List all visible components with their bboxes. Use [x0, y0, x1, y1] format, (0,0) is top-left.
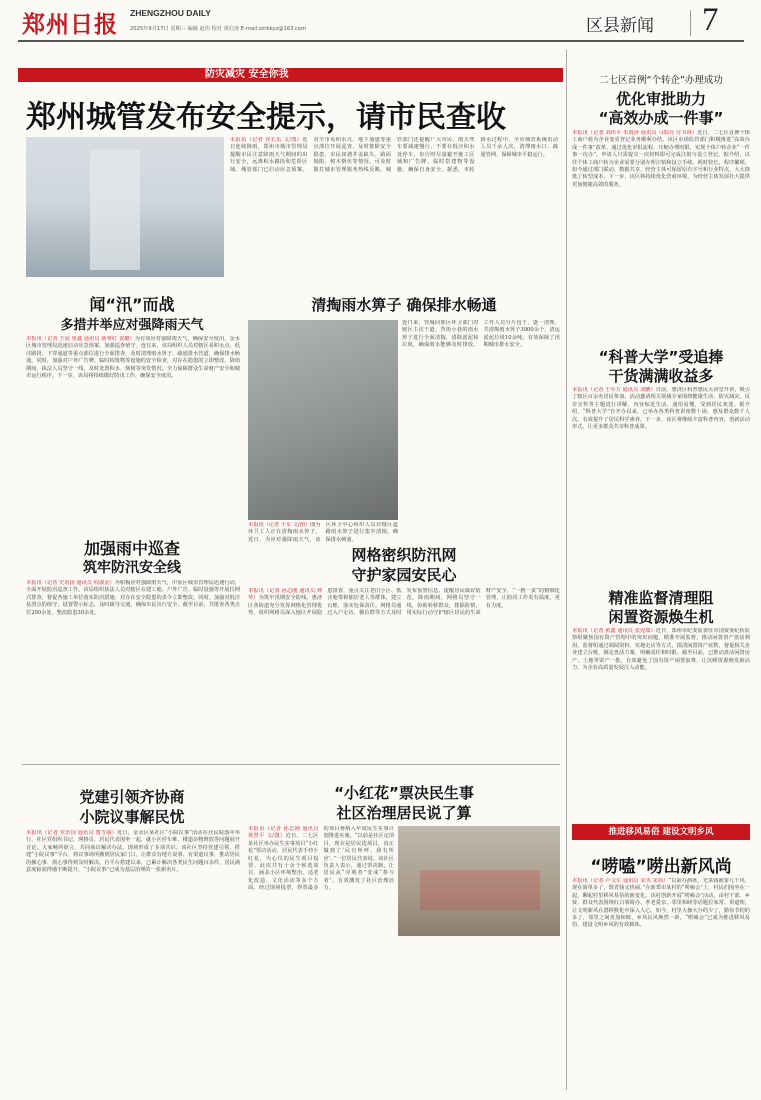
science-title-1: “科普大学”受追捧 — [598, 348, 724, 366]
grate-text: 连日来，管城回族区环卫部门对辖区主次干道、背街小巷的雨水箅子进行全面清掏，清除淤泥和垃圾，确保雨水能够及时排放。工作人员分片包干，逐一清理，共清掏雨水箅子3000余个，清运淤泥垃圾10余吨，有效保障了汛期城市排水安全。 — [402, 320, 560, 349]
supervise-title-2: 闲置资源焕生机 — [608, 608, 714, 626]
wind-title-1: 闻“汛”而战 — [89, 295, 175, 314]
patrol-title-2: 筑牢防汛安全线 — [83, 560, 181, 576]
lead-body — [230, 137, 558, 279]
ticket-title-2: 社区治理居民说了算 — [336, 804, 472, 822]
patrol-body — [26, 580, 240, 762]
party-body — [26, 830, 240, 1090]
right-top-title-2: “高效办成一件事” — [598, 109, 724, 127]
grid-title-1: 网格密织防汛网 — [351, 546, 457, 564]
page-divider — [690, 10, 691, 36]
lead-photo-detail — [90, 150, 140, 270]
wind-byline: 本报讯（记者 王展 鲁鑫 通讯员 薛翠红 袁璐） — [26, 336, 135, 342]
science-body — [572, 387, 750, 557]
grid-title-2: 守护家园安民心 — [351, 566, 457, 584]
lower-divider — [22, 764, 560, 765]
grate-body — [402, 320, 560, 530]
right-top-title-1: 优化审批助力 — [615, 90, 706, 108]
party-title-2: 小院议事解民忧 — [79, 808, 185, 826]
logo: 郑州日报 — [22, 11, 118, 38]
patrol-title-1: 加强雨中巡查 — [83, 539, 180, 558]
grid-text: 为筑牢汛期安全防线，惠济区各街道充分发挥网格化管理优势，组织网格员深入辖区开展隐患排查，重点关注老旧小区、低洼地带和独居老人等群体，建立台账，落实包保责任。网格员通过入户走访、微信群等方式及时发布预警信息，提醒居民做好防范。降雨期间，网格员坚守一线，协助转移群众，排除险情，用实际行动守护辖区居民的生命财产安全。“一格一责”的精细化管理，让防汛工作更有温度、更有力度。 — [248, 588, 560, 617]
supervise-byline: 本报讯（记者 黄鑫 通讯员 张宪瑞） — [572, 628, 656, 634]
stone-byline: 本报讯（记者 卢文军 通讯员 宋芙 宋茜） — [572, 878, 669, 884]
grate-photo — [248, 320, 398, 520]
stone-title: “唠嗑”唠出新风尚 — [590, 857, 732, 877]
patrol-text: 为积极应对强降雨天气，中原区城市管理局迅速行动，全面开展防汛巡查工作。该局组织执法人员对辖区在建工地、户外广告、临时设施等开展拉网式排查，督促各施工单位落实防汛措施，对存在安全隐患的责令立即整改。同时，加强对低洼易涝点的值守，设置警示标志，及时疏导交通，确保市民出行安全。截至目前，共排查各类点位200余处，整改隐患30余处。 — [26, 580, 240, 616]
ticket-body-left — [248, 826, 394, 1088]
wind-text: 为有效应对强降雨天气，确保安全度汛，金水区城市管理局迅速启动应急预案，加强巡查值守。连日来，该局组织人员对辖区易积水点、低洼路段、下穿通道等重点部位进行全面排查，及时清理雨水箅子、疏通排水管道，确保排水畅通。同时，加强对户外广告牌、临时构筑物等设施的安全检查，对存在隐患的立即整改。降雨期间，执法人员坚守一线，及时处置积水、倒树等突发情况，全力保障群众生命财产安全和城市运行秩序。下一步，该局将持续做好防汛工作，确保安全度汛。 — [26, 336, 240, 380]
patrol-byline: 本报讯（记者 史治国 通讯员 程淑金） — [26, 580, 115, 586]
party-text: 近日，金水区某社区“小院议事”活动在居民院落中举行，社区党组织书记、网格员、居民代表围坐一起，就小区停车难、楼道杂物堆放等问题展开讨论。大家畅所欲言，共同商议解决办法，现场形成了多项共识。该社区坚持党建引领，搭建“小院议事”平台，将议事场所搬到居民家门口，让群众有地方说事、有渠道议事，推动居民的操心事、烦心事得到及时解决。自平台搭建以来，已累计解决各类民生问题百余件，居民满意度和获得感不断提升。“小院议事”已成为基层治理的一张新名片。 — [26, 830, 240, 874]
lead-text: 近日连续降雨，郑州市城市管理局提醒市民注意降雨天气期间的出行安全，远离积水路段和危险区域。城管部门已启动应急预案，对全市易积水点、地下通道等重点部位开展巡查，及时排除安全隐患。市民如遇井盖缺失、路面塌陷、树木倒伏等情况，可及时拨打城市管理服务热线反映。城管部门还提醒广大市民，雨天驾车要减速慢行，不要在低洼积水处停车，步行时尽量避开施工区域和广告牌、临时搭建物等设施，确保自身安全。据悉，本轮降水过程中，全市城管系统出动人员千余人次，清理雨水口、疏通管网，保障城市平稳运行。 — [230, 137, 558, 173]
science-byline: 本报讯（记者 王军方 通讯员 刘鹏） — [572, 387, 656, 393]
paper-name-en: ZHENGZHOU DAILY — [130, 8, 211, 18]
party-title-1: 党建引领齐协商 — [79, 788, 185, 806]
grate-title: 清掏雨水箅子 确保排水畅通 — [311, 296, 497, 314]
grate-caption-text: 图为环卫工人正在清掏雨水箅子。近日，为应对强降雨天气，该区环卫中心组织人员对辖区道路雨水箅子进行集中清掏，确保排水畅通。 — [248, 522, 398, 543]
ticket-title-1: “小红花”票决民生事 — [334, 784, 474, 802]
grid-body — [248, 588, 560, 758]
lead-headline: 郑州城管发布安全提示，请市民查收 — [26, 100, 506, 135]
supervise-text: 近日，郑州市纪委监委驻市国资委纪检监察组聚焦国有资产管理中的突出问题，精准开展监督，推动闲置资产盘活利用。监督组通过调阅资料、实地走访等方式，摸清闲置资产底数，督促相关企业建立台账，制定盘活方案，明确责任和时限。截至目前，已推动盘活闲置房产、土地等资产一批，有效避免了国有资产闲置浪费，让沉睡资源焕发新活力，为企业高质量发展注入动能。 — [572, 628, 750, 672]
masthead-rule — [18, 40, 744, 42]
supervise-body — [572, 628, 750, 798]
wind-body — [26, 336, 240, 526]
right-top-body — [572, 130, 750, 338]
party-byline: 本报讯（记者 党治国 通讯员 董雪丽） — [26, 830, 117, 836]
masthead — [0, 0, 761, 58]
stone-body — [572, 878, 750, 1090]
right-top-kicker: 二七区首例“个转企”办理成功 — [599, 75, 723, 86]
science-title-2: 干货满满收益多 — [608, 367, 714, 385]
wind-title-2: 多措并举应对强降雨天气 — [60, 318, 204, 333]
grate-caption-byline: 本报讯（记者 王军 文/图） — [248, 522, 311, 528]
topic-band — [18, 68, 563, 82]
stone-text: “以前办酒席，光菜钱就要几千块，现在简单多了，既省钱又热闹。”在新郑市某村的“唠嗑会”上，村民们围坐在一起，聊起村里移风易俗的新变化。该村创新开展“唠嗑会”活动，由村干部、乡贤、群众代表围绕红白事简办、孝老爱亲、邻里和睦等话题拉家常、讲道理，让文明新风在潜移默化中深入人心。如今，村里大操大办的少了，勤俭节约的多了，邻里之间更加和睦，乡风民风焕然一新。“唠嗑会”已成为推进移风易俗、建设文明乡风的有效载体。 — [572, 878, 750, 929]
page-number: 7 — [702, 2, 719, 38]
ticket-text: 近日，二七区某社区举办民生实事项目“小红花”票决活动，居民代表手持小红花，为心仪的民生项目投票。此次共有十余个候选项目，涵盖小区环境整治、适老化改造、文化活动等多个方面。经过现场投票，得票最多的项目将纳入年度民生实事计划推进实施。“以前是社区定项目，现在是居民选项目，真正做到了‘民有所呼、我有所应’。”一位居民代表说。该社区负责人表示，通过票决制，让居民从“旁观者”变成“参与者”，有效激发了社区治理活力。 — [248, 826, 394, 892]
grid-byline: 本报讯（记者 孙志刚 通讯员 钟华） — [248, 588, 323, 602]
band-label: 防灾减灾 安全你我 — [205, 69, 289, 80]
supervise-title-1: 精准监督清理阻 — [608, 589, 714, 607]
lead-byline: 本报讯（记者 谷长乐 文/图） — [230, 137, 303, 143]
civil-band-label: 推进移风易俗 建设文明乡风 — [608, 827, 714, 837]
ticket-photo-detail — [420, 870, 540, 910]
right-top-text: 近日，二七区首例个体工商户转为企业变更登记业务顺利办结。该区市场监管部门积极推进“高效办成一件事”改革，通过优化审批流程、压缩办理时限，实现个体户转企业“一件事一次办”，申请人只需提交一次材料即可完成注销与设立登记。据介绍，以往个体工商户转为企业需要分别办理注销和设立手续，耗时较长，程序繁琐。如今通过部门联动、数据共享，经营主体可保留原有字号和行业特点，大大降低了转型成本。下一步，该区将持续优化营商环境，为经营主体发展壮大提供更加便捷高效的服务。 — [572, 130, 750, 188]
issue-meta: 2025年9月17日 星期三 编辑 赵伟 校对 黄启涛 E-mail:zzrbkyz@163.com — [130, 26, 307, 32]
right-col-rule — [566, 50, 567, 1090]
section-title: 区县新闻 — [586, 16, 654, 36]
science-text: 日前，惠济区科普惠民大讲堂开讲，吸引了辖区百余名居民参加。活动邀请相关领域专家围绕健康生活、防灾减灾、反诈宣传等主题进行讲解，内容贴近生活、通俗易懂，受到居民欢迎。据介绍，“科普大学”自开办以来，已举办各类科普讲座数十场，惠及群众数千人次，有效提升了居民科学素养。下一步，该区将继续丰富科普内容，创新活动形式，让更多群众共享科普成果。 — [572, 387, 750, 431]
ticket-byline: 本报讯（记者 孙志刚 通讯员 黄慧平 文/图） — [248, 826, 319, 840]
right-top-byline: 本报讯（记者 刘伟平 朱雨萍 通讯员 马瑞丹 付书林） — [572, 130, 698, 136]
